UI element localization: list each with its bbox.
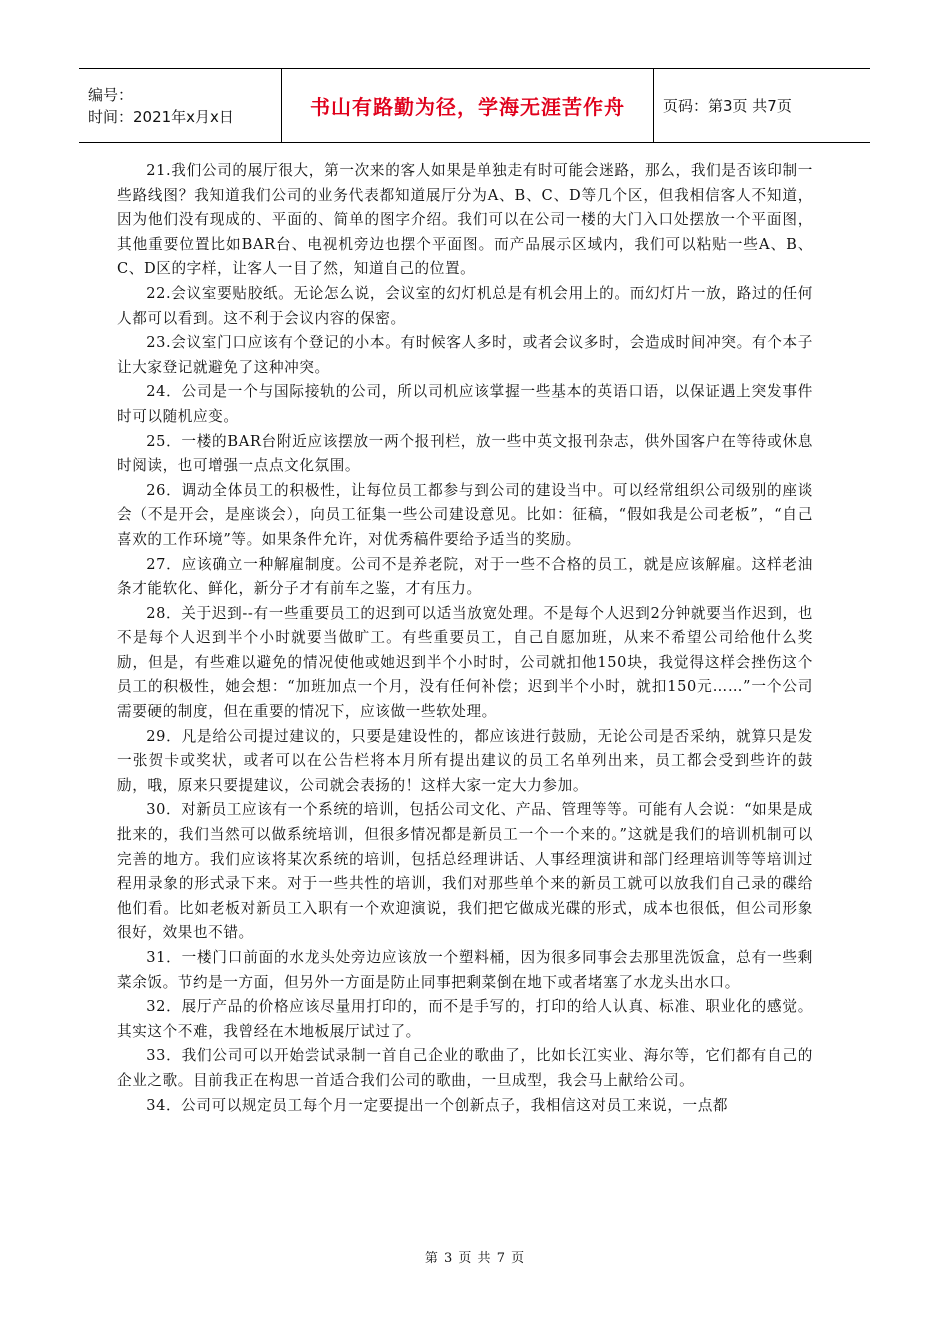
header-page-label: 页码：第3页 共7页 [663, 96, 792, 115]
footer-page-number: 第 3 页 共 7 页 [424, 1251, 526, 1266]
page-header [79, 68, 870, 143]
paragraph-23: 23.会议室门口应该有个登记的小本。有时候客人多时，或者会议多时，会造成时间冲突。有个本子让大家登记就避免了这种冲突。 [117, 334, 813, 376]
paragraph-21: 21.我们公司的展厅很大，第一次来的客人如果是单独走有时可能会迷路，那么，我们是否该印制一些路线图？我知道我们公司的业务代表都知道展厅分为A、B、C、D等几个区，但我相信客人不知道，因为他们没有现成的、平面的、简单的图字介绍。我们可以在公司一楼的大门入口处摆放一个平面图，其他重要位置比如BAR台、电视机旁边也摆个平面图。而产品展示区域内，我们可以粘贴一些A、B、C、D区的字样，让客人一目了然，知道自己的位置。 [117, 162, 813, 278]
paragraph-27: 27．应该确立一种解雇制度。公司不是养老院，对于一些不合格的员工，就是应该解雇。这样老油条才能软化、鲜化，新分子才有前车之鉴，才有压力。 [117, 555, 813, 598]
document-body [117, 159, 813, 1118]
paragraph-31: 31．一楼门口前面的水龙头处旁边应该放一个塑料桶，因为很多同事会去那里洗饭盒，总有一些剩菜余饭。节约是一方面，但另外一方面是防止同事把剩菜倒在地下或者堵塞了水龙头出水口。 [117, 949, 813, 991]
header-date-label: 时间：2021年x月x日 [88, 107, 234, 126]
header-motto: 书山有路勤为径，学海无涯苦作舟 [310, 95, 625, 119]
paragraph-24: 24．公司是一个与国际接轨的公司，所以司机应该掌握一些基本的英语口语，以保证遇上突发事件时可以随机应变。 [117, 383, 813, 425]
paragraph-33: 33．我们公司可以开始尝试录制一首自己企业的歌曲了，比如长江实业、海尔等，它们都有自己的企业之歌。目前我正在构思一首适合我们公司的歌曲，一旦成型，我会马上献给公司。 [117, 1047, 813, 1089]
header-motto-cell [282, 69, 654, 142]
paragraph-26: 26．调动全体员工的积极性，让每位员工都参与到公司的建设当中。可以经常组织公司级别的座谈会（不是开会，是座谈会），向员工征集一些公司建设意见。比如：征稿，“假如我是公司老板”，“自己喜欢的工作环境”等。如果条件允许，对优秀稿件要给予适当的奖励。 [117, 481, 813, 548]
header-number-label: 编号： [88, 85, 134, 104]
paragraph-28: 28．关于迟到--有一些重要员工的迟到可以适当放宽处理。不是每个人迟到2分钟就要当作迟到，也不是每个人迟到半个小时就要当做旷工。有些重要员工，自己自愿加班，从来不希望公司给他什么奖励，但是，有些难以避免的情况使他或她迟到半个小时时，公司就扣他150块，我觉得这样会挫伤这个员工的积极性，她会想：“加班加点一个月，没有任何补偿；迟到半个小时，就扣150元……”一个公司需要硬的制度，但在重要的情况下，应该做一些软处理。 [117, 604, 813, 721]
header-page-cell [654, 69, 870, 142]
paragraph-30: 30．对新员工应该有一个系统的培训，包括公司文化、产品、管理等等。可能有人会说：“如果是成批来的，我们当然可以做系统培训，但很多情况都是新员工一个一个来的。”这就是我们的培训机制可以完善的地方。我们应该将某次系统的培训，包括总经理讲话、人事经理演讲和部门经理培训等等培训过程用录象的形式录下来。对于一些共性的培训，我们对那些单个来的新员工就可以放我们自己录的碟给他们看。比如老板对新员工入职有一个欢迎演说，我们把它做成光碟的形式，成本也很低，但公司形象很好，效果也不错。 [117, 801, 813, 942]
paragraph-32: 32．展厅产品的价格应该尽量用打印的，而不是手写的，打印的给人认真、标准、职业化的感觉。其实这个不难，我曾经在木地板展厅试过了。 [117, 998, 813, 1040]
paragraph-22: 22.会议室要贴胶纸。无论怎么说，会议室的幻灯机总是有机会用上的。而幻灯片一放，路过的任何人都可以看到。这不利于会议内容的保密。 [117, 284, 813, 327]
paragraph-29: 29．凡是给公司提过建议的，只要是建设性的，都应该进行鼓励，无论公司是否采纳，就算只是发一张贺卡或奖状，或者可以在公告栏将本月所有提出建议的员工名单列出来，员工都会受到些许的鼓励，哦，原来只要提建议，公司就会表扬的！这样大家一定大力参加。 [117, 727, 813, 794]
page-footer [0, 1247, 950, 1266]
paragraph-25: 25．一楼的BAR台附近应该摆放一两个报刊栏，放一些中英文报刊杂志，供外国客户在等待或休息时阅读，也可增强一点点文化氛围。 [117, 432, 813, 475]
header-meta [79, 69, 282, 142]
paragraph-34: 34．公司可以规定员工每个月一定要提出一个创新点子，我相信这对员工来说，一点都 [146, 1096, 729, 1114]
